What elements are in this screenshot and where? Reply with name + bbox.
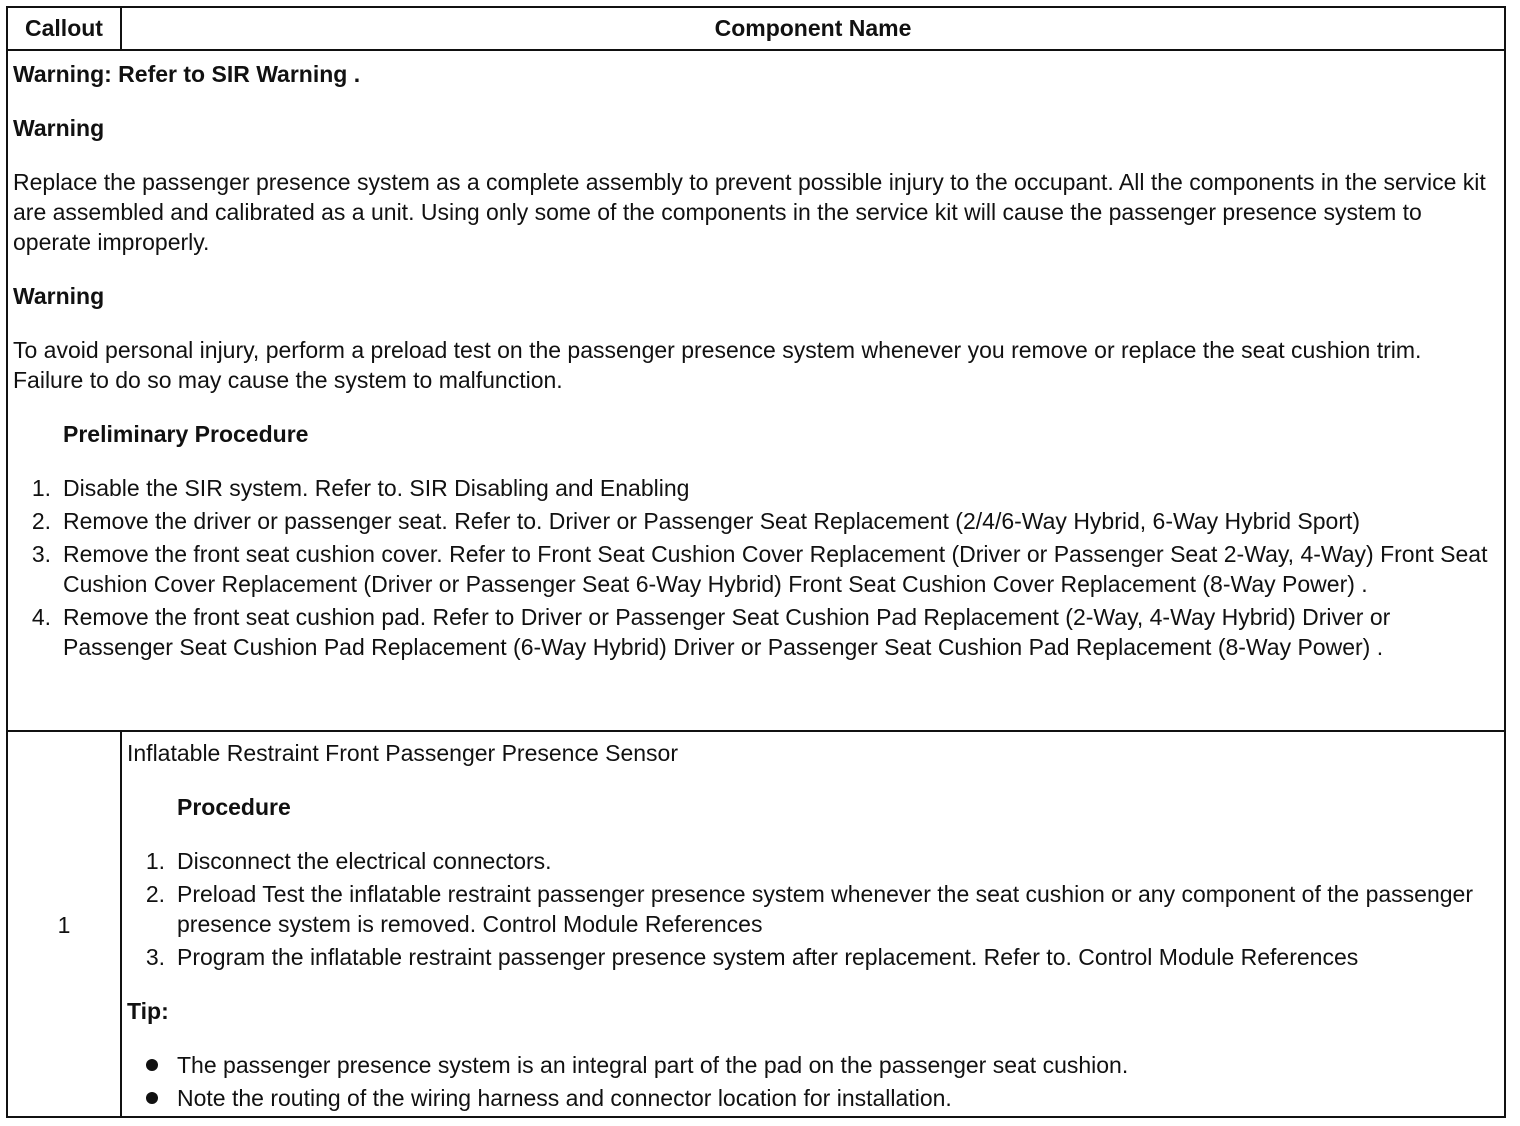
list-item (13, 506, 1498, 536)
component-table (6, 6, 1506, 1118)
warning-text: To avoid personal injury, perform a preload test on the passenger presence system whenever you remove or replace the seat cushion trim. Failure to do so may cause the system to malfunction. (13, 337, 1422, 393)
component-name: Inflatable Restraint Front Passenger Presence Sensor (127, 740, 679, 766)
tip-label: Tip: (127, 998, 169, 1024)
list-item (13, 602, 1498, 662)
step-text: Program the inflatable restraint passenger presence system after replacement. Refer to. Control Module References (177, 944, 1359, 970)
step-text: Disable the SIR system. Refer to. SIR Disabling and Enabling (63, 475, 690, 501)
component-cell (122, 732, 1504, 1118)
bullet-icon (146, 1092, 158, 1104)
table-header-row (8, 8, 1504, 51)
bullet-icon (146, 1059, 158, 1071)
list-item (127, 879, 1498, 939)
warning-title: Warning (13, 115, 105, 141)
step-text: Remove the front seat cushion cover. Refer to Front Seat Cushion Cover Replacement (Driver or Passenger Seat 2-Way, 4-Way) Front Seat Cushion Cover Replacement (Driver or Passenger Seat 6-Way Hybrid) Front Seat Cushion Cover Replacement (8-Way Power) . (63, 541, 1488, 597)
procedure-heading: Procedure (177, 794, 291, 820)
preliminary-procedure-heading: Preliminary Procedure (63, 421, 309, 447)
list-item (127, 1083, 1498, 1113)
step-text: Remove the driver or passenger seat. Refer to. Driver or Passenger Seat Replacement (2/4/6-Way Hybrid, 6-Way Hybrid Sport) (63, 508, 1361, 534)
warning-text: Replace the passenger presence system as a complete assembly to prevent possible injury to the occupant. All the components in the service kit are assembled and calibrated as a unit. Using only some of the components in the service kit will cause the passenger presence system to operate improperly. (13, 169, 1486, 255)
list-item (127, 942, 1498, 972)
header-component-name: Component Name (714, 15, 912, 41)
list-item (127, 1050, 1498, 1080)
tip-text: Note the routing of the wiring harness and connector location for installation. (177, 1085, 952, 1111)
preliminary-section (8, 51, 1504, 732)
preliminary-steps-list (13, 473, 1498, 662)
header-callout: Callout (8, 8, 122, 49)
step-number: 3. (145, 944, 165, 970)
tip-text: The passenger presence system is an integral part of the pad on the passenger seat cushion. (177, 1052, 1129, 1078)
warning-title: Warning (13, 283, 105, 309)
callout-number: 1 (8, 732, 122, 1118)
step-text: Preload Test the inflatable restraint passenger presence system whenever the seat cushion or any component of the passenger presence system is removed. Control Module References (177, 881, 1474, 937)
tips-list (127, 1050, 1498, 1113)
step-text: Remove the front seat cushion pad. Refer to Driver or Passenger Seat Cushion Pad Replacement (2-Way, 4-Way Hybrid) Driver or Passenger Seat Cushion Pad Replacement (6-Way Hybrid) Driver or Passenger Seat Cushion Pad Replacement (8-Way Power) . (63, 604, 1391, 660)
warning-reference: Warning: Refer to SIR Warning . (13, 61, 361, 87)
step-number: 2. (31, 508, 51, 534)
step-number: 1. (145, 848, 165, 874)
procedure-steps-list (127, 846, 1498, 972)
step-text: Disconnect the electrical connectors. (177, 848, 552, 874)
list-item (13, 539, 1498, 599)
list-item (13, 473, 1498, 503)
step-number: 1. (31, 475, 51, 501)
step-number: 2. (145, 881, 165, 907)
list-item (127, 846, 1498, 876)
table-row (8, 732, 1504, 1118)
step-number: 3. (31, 541, 51, 567)
step-number: 4. (31, 604, 51, 630)
